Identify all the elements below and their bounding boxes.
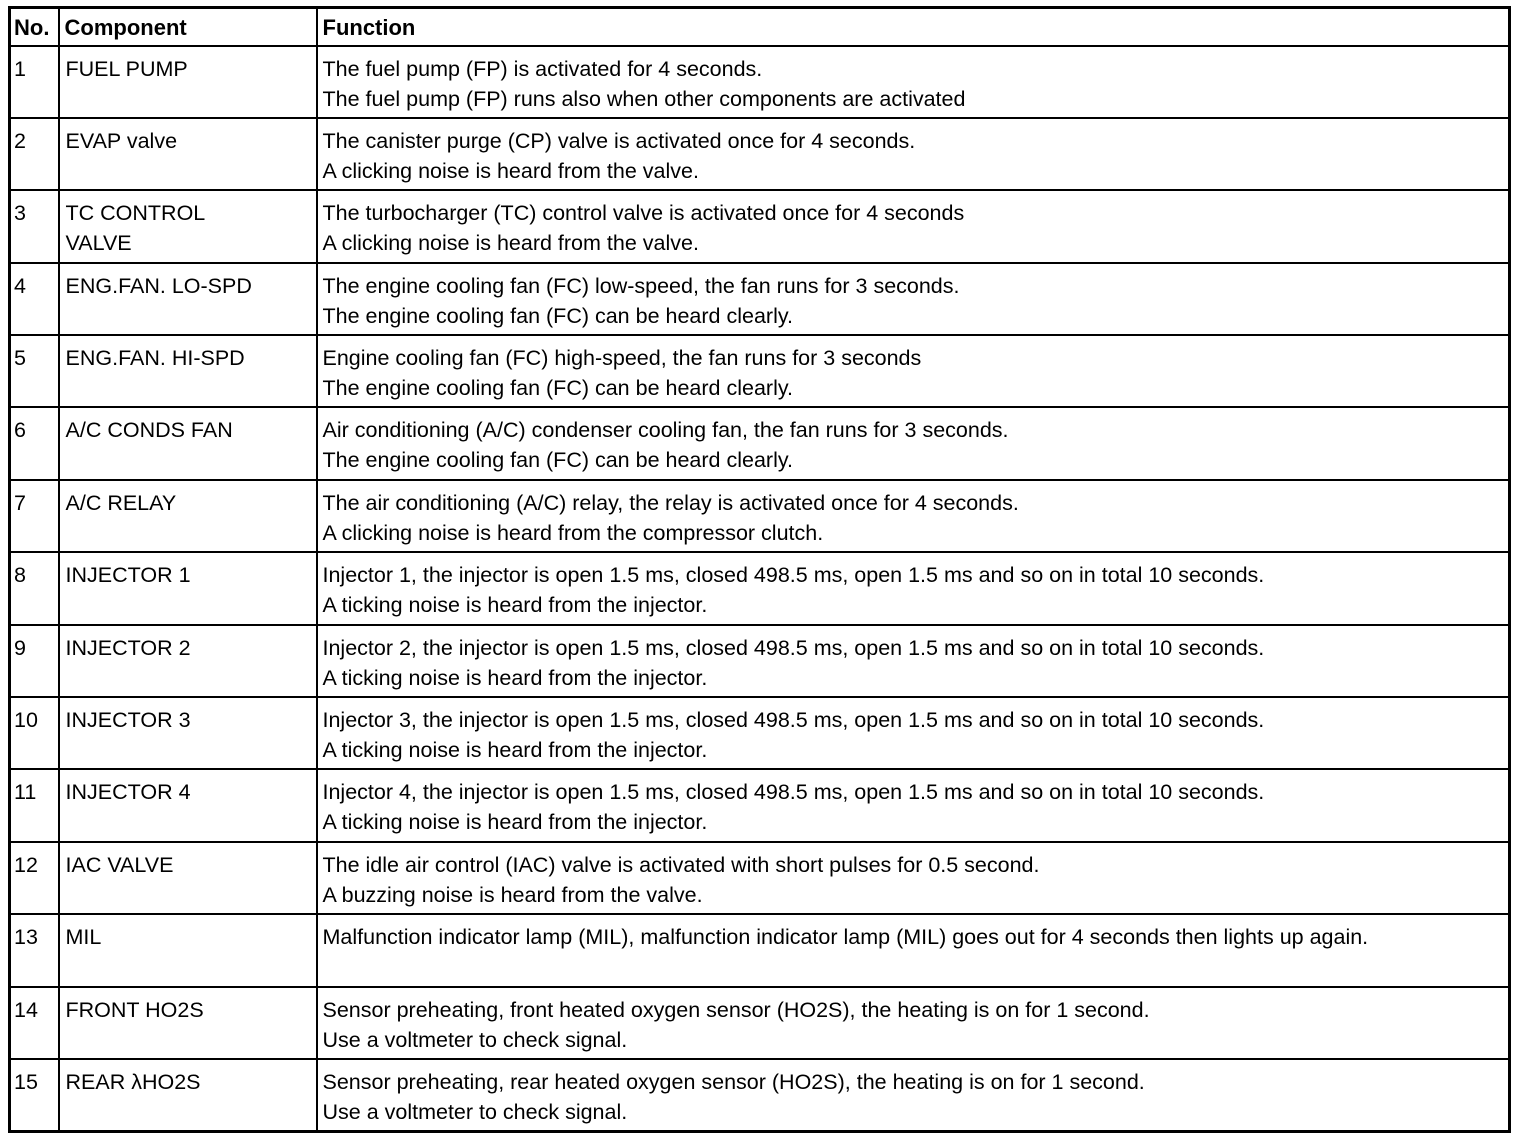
function-line: The idle air control (IAC) valve is activated with short pulses for 0.5 second. [322, 852, 1040, 877]
table-row [10, 769, 1510, 841]
function-description [317, 552, 1510, 624]
function-line: Sensor preheating, rear heated oxygen sensor (HO2S), the heating is on for 1 second. [322, 1069, 1145, 1094]
table-row [10, 263, 1510, 335]
row-number: 7 [10, 480, 59, 552]
row-number: 11 [10, 769, 59, 841]
row-number: 13 [10, 914, 59, 986]
function-line: The fuel pump (FP) runs also when other components are activated [322, 86, 966, 111]
row-number: 15 [10, 1059, 59, 1131]
function-description [317, 335, 1510, 407]
header-no: No. [10, 8, 59, 46]
table-row [10, 46, 1510, 118]
row-number: 4 [10, 263, 59, 335]
function-description [317, 263, 1510, 335]
row-number: 14 [10, 987, 59, 1059]
function-line: The engine cooling fan (FC) can be heard clearly. [322, 303, 793, 328]
component-name: FRONT HO2S [59, 987, 317, 1059]
component-name: REAR λHO2S [59, 1059, 317, 1131]
function-description [317, 697, 1510, 769]
function-line: Injector 1, the injector is open 1.5 ms, closed 498.5 ms, open 1.5 ms and so on in total 10 seconds. [322, 563, 1265, 588]
component-activation-table [8, 6, 1511, 1133]
function-line: Use a voltmeter to check signal. [322, 1099, 628, 1124]
function-description [317, 46, 1510, 118]
function-line: Sensor preheating, front heated oxygen sensor (HO2S), the heating is on for 1 second. [322, 997, 1150, 1022]
row-number: 9 [10, 625, 59, 697]
table-row [10, 118, 1510, 190]
table-row [10, 625, 1510, 697]
table-row [10, 407, 1510, 479]
function-description [317, 769, 1510, 841]
component-name-text: TC CONTROL VALVE [65, 201, 205, 256]
component-name: A/C RELAY [59, 480, 317, 552]
function-description [317, 625, 1510, 697]
row-number: 10 [10, 697, 59, 769]
function-line: A ticking noise is heard from the injector. [322, 593, 708, 618]
component-name: INJECTOR 4 [59, 769, 317, 841]
table-row [10, 987, 1510, 1059]
table-row [10, 842, 1510, 914]
function-line: The air conditioning (A/C) relay, the relay is activated once for 4 seconds. [322, 490, 1019, 515]
table-row [10, 480, 1510, 552]
component-name: INJECTOR 2 [59, 625, 317, 697]
component-name: IAC VALVE [59, 842, 317, 914]
function-line: A ticking noise is heard from the injector. [322, 810, 708, 835]
function-line: The engine cooling fan (FC) low-speed, the fan runs for 3 seconds. [322, 273, 960, 298]
header-component: Component [59, 8, 317, 46]
function-description [317, 480, 1510, 552]
function-line: The turbocharger (TC) control valve is activated once for 4 seconds [322, 201, 965, 226]
function-line: Air conditioning (A/C) condenser cooling fan, the fan runs for 3 seconds. [322, 418, 1009, 443]
function-line: A clicking noise is heard from the valve. [322, 231, 699, 256]
component-name: EVAP valve [59, 118, 317, 190]
table-row [10, 190, 1510, 262]
function-line: A ticking noise is heard from the injector. [322, 738, 708, 763]
table-row [10, 552, 1510, 624]
function-line: Injector 3, the injector is open 1.5 ms, closed 498.5 ms, open 1.5 ms and so on in total 10 seconds. [322, 708, 1265, 733]
function-description [317, 842, 1510, 914]
function-line: The fuel pump (FP) is activated for 4 seconds. [322, 56, 763, 81]
function-description [317, 914, 1510, 986]
function-description [317, 1059, 1510, 1131]
table-row [10, 335, 1510, 407]
function-description [317, 407, 1510, 479]
component-name: MIL [59, 914, 317, 986]
function-line: Use a voltmeter to check signal. [322, 1027, 628, 1052]
row-number: 8 [10, 552, 59, 624]
component-name: INJECTOR 3 [59, 697, 317, 769]
function-description [317, 190, 1510, 262]
component-name: ENG.FAN. HI-SPD [59, 335, 317, 407]
row-number: 3 [10, 190, 59, 262]
function-line: Engine cooling fan (FC) high-speed, the fan runs for 3 seconds [322, 346, 922, 371]
row-number: 1 [10, 46, 59, 118]
row-number: 6 [10, 407, 59, 479]
component-name: INJECTOR 1 [59, 552, 317, 624]
function-line: The canister purge (CP) valve is activated once for 4 seconds. [322, 128, 916, 153]
function-line: A ticking noise is heard from the injector. [322, 665, 708, 690]
function-line: A clicking noise is heard from the valve. [322, 158, 699, 183]
function-line: A clicking noise is heard from the compressor clutch. [322, 520, 824, 545]
header-function: Function [317, 8, 1510, 46]
table-body [10, 46, 1510, 1132]
function-line: A buzzing noise is heard from the valve. [322, 882, 703, 907]
component-name: FUEL PUMP [59, 46, 317, 118]
table-header-row [10, 8, 1510, 46]
component-name: A/C CONDS FAN [59, 407, 317, 479]
table-row [10, 1059, 1510, 1131]
table-row [10, 697, 1510, 769]
function-line: The engine cooling fan (FC) can be heard clearly. [322, 448, 793, 473]
component-name: ENG.FAN. LO-SPD [59, 263, 317, 335]
row-number: 12 [10, 842, 59, 914]
function-line: Injector 4, the injector is open 1.5 ms, closed 498.5 ms, open 1.5 ms and so on in total 10 seconds. [322, 780, 1265, 805]
component-name [59, 190, 317, 262]
function-line: Malfunction indicator lamp (MIL), malfunction indicator lamp (MIL) goes out for 4 seconds then lights up again. [322, 925, 1369, 950]
function-line: The engine cooling fan (FC) can be heard clearly. [322, 376, 793, 401]
function-description [317, 987, 1510, 1059]
function-description [317, 118, 1510, 190]
row-number: 5 [10, 335, 59, 407]
function-line: Injector 2, the injector is open 1.5 ms, closed 498.5 ms, open 1.5 ms and so on in total 10 seconds. [322, 635, 1265, 660]
row-number: 2 [10, 118, 59, 190]
table-row [10, 914, 1510, 986]
